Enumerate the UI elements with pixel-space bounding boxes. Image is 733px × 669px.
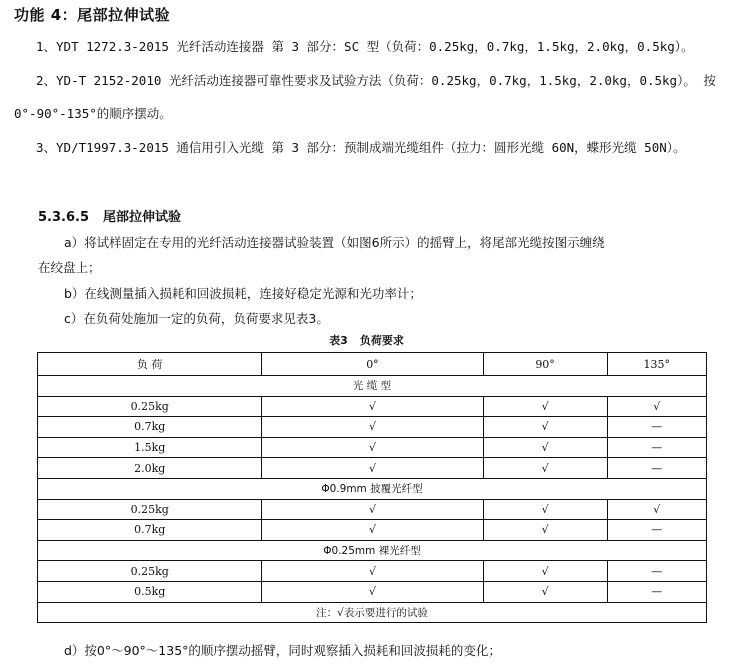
cell-90deg: √: [483, 561, 607, 582]
cell-90deg: √: [483, 437, 607, 458]
table-note: 注：√表示要进行的试验: [38, 602, 707, 623]
table-row: [38, 437, 707, 458]
cell-135deg: —: [607, 437, 706, 458]
cell-0deg: √: [262, 520, 483, 541]
table-row: [38, 561, 707, 582]
header-0deg: 0°: [262, 353, 483, 376]
table-row: [38, 458, 707, 479]
header-load: 负 荷: [38, 353, 262, 376]
step-c: c）在负荷处施加一定的负荷，负荷要求见表3。: [64, 311, 329, 326]
cell-0deg: √: [262, 396, 483, 417]
group-row: [38, 376, 707, 397]
cell-90deg: √: [483, 417, 607, 438]
header-135deg: 135°: [607, 353, 706, 376]
header-90deg: 90°: [483, 353, 607, 376]
cell-0deg: √: [262, 561, 483, 582]
step-a-line2: 在绞盘上；: [38, 260, 101, 275]
table-caption-title: 负荷要求: [359, 334, 404, 347]
cell-90deg: √: [483, 520, 607, 541]
table-caption-number: 表3: [329, 334, 348, 347]
group-bare-fiber: Φ0.25mm 裸光纤型: [38, 540, 707, 561]
cell-0deg: √: [262, 499, 483, 520]
cell-0deg: √: [262, 437, 483, 458]
cell-135deg: —: [607, 417, 706, 438]
cell-135deg: —: [607, 458, 706, 479]
table-row: [38, 417, 707, 438]
section-title: 尾部拉伸试验: [103, 210, 182, 225]
cell-load: 2.0kg: [38, 458, 262, 479]
cell-135deg: —: [607, 520, 706, 541]
cell-load: 1.5kg: [38, 437, 262, 458]
cell-135deg: —: [607, 581, 706, 602]
cell-90deg: √: [483, 396, 607, 417]
cell-135deg: √: [607, 499, 706, 520]
table-caption: [0, 332, 733, 348]
group-cable: 光 缆 型: [38, 376, 707, 397]
cell-0deg: √: [262, 581, 483, 602]
section-heading: [38, 206, 181, 225]
cell-90deg: √: [483, 499, 607, 520]
table-row: [38, 581, 707, 602]
group-buffered-fiber: Φ0.9mm 披覆光纤型: [38, 478, 707, 499]
table-header-row: [38, 353, 707, 376]
cell-0deg: √: [262, 417, 483, 438]
step-d: d）按0°～90°～135°的顺序摆动摇臂，同时观察插入损耗和回波损耗的变化；: [64, 643, 501, 658]
step-b: b）在线测量插入损耗和回波损耗，连接好稳定光源和光功率计；: [64, 286, 422, 301]
step-a-line1: a）将试样固定在专用的光纤活动连接器试验装置（如图6所示）的摇臂上，将尾部光缆按图示缠绕: [64, 235, 605, 250]
cell-load: 0.25kg: [38, 499, 262, 520]
cell-90deg: √: [483, 458, 607, 479]
cell-135deg: —: [607, 561, 706, 582]
standard-1: 1、YDT 1272.3-2015 光纤活动连接器 第 3 部分：SC 型（负荷：0.25kg，0.7kg，1.5kg，2.0kg，0.5kg）。: [36, 39, 694, 54]
cell-load: 0.7kg: [38, 417, 262, 438]
group-row: [38, 478, 707, 499]
cell-90deg: √: [483, 581, 607, 602]
table-row: [38, 520, 707, 541]
page-heading: 功能 4：尾部拉伸试验: [14, 6, 171, 24]
cell-0deg: √: [262, 458, 483, 479]
section-number: 5.3.6.5: [38, 210, 89, 225]
group-row: [38, 540, 707, 561]
cell-load: 0.25kg: [38, 396, 262, 417]
table-row: [38, 396, 707, 417]
cell-135deg: √: [607, 396, 706, 417]
cell-load: 0.7kg: [38, 520, 262, 541]
load-requirements-table: [37, 352, 707, 623]
note-row: [38, 602, 707, 623]
cell-load: 0.5kg: [38, 581, 262, 602]
standard-2: 2、YD-T 2152-2010 光纤活动连接器可靠性要求及试验方法（负荷：0.25kg，0.7kg，1.5kg，2.0kg，0.5kg）。 按 0°-90°-135°的顺序摆动。: [14, 73, 716, 121]
table-row: [38, 499, 707, 520]
standard-3: 3、YD/T1997.3-2015 通信用引入光缆 第 3 部分：预制成端光缆组件（拉力：圆形光缆 60N，蝶形光缆 50N）。: [36, 140, 686, 155]
cell-load: 0.25kg: [38, 561, 262, 582]
